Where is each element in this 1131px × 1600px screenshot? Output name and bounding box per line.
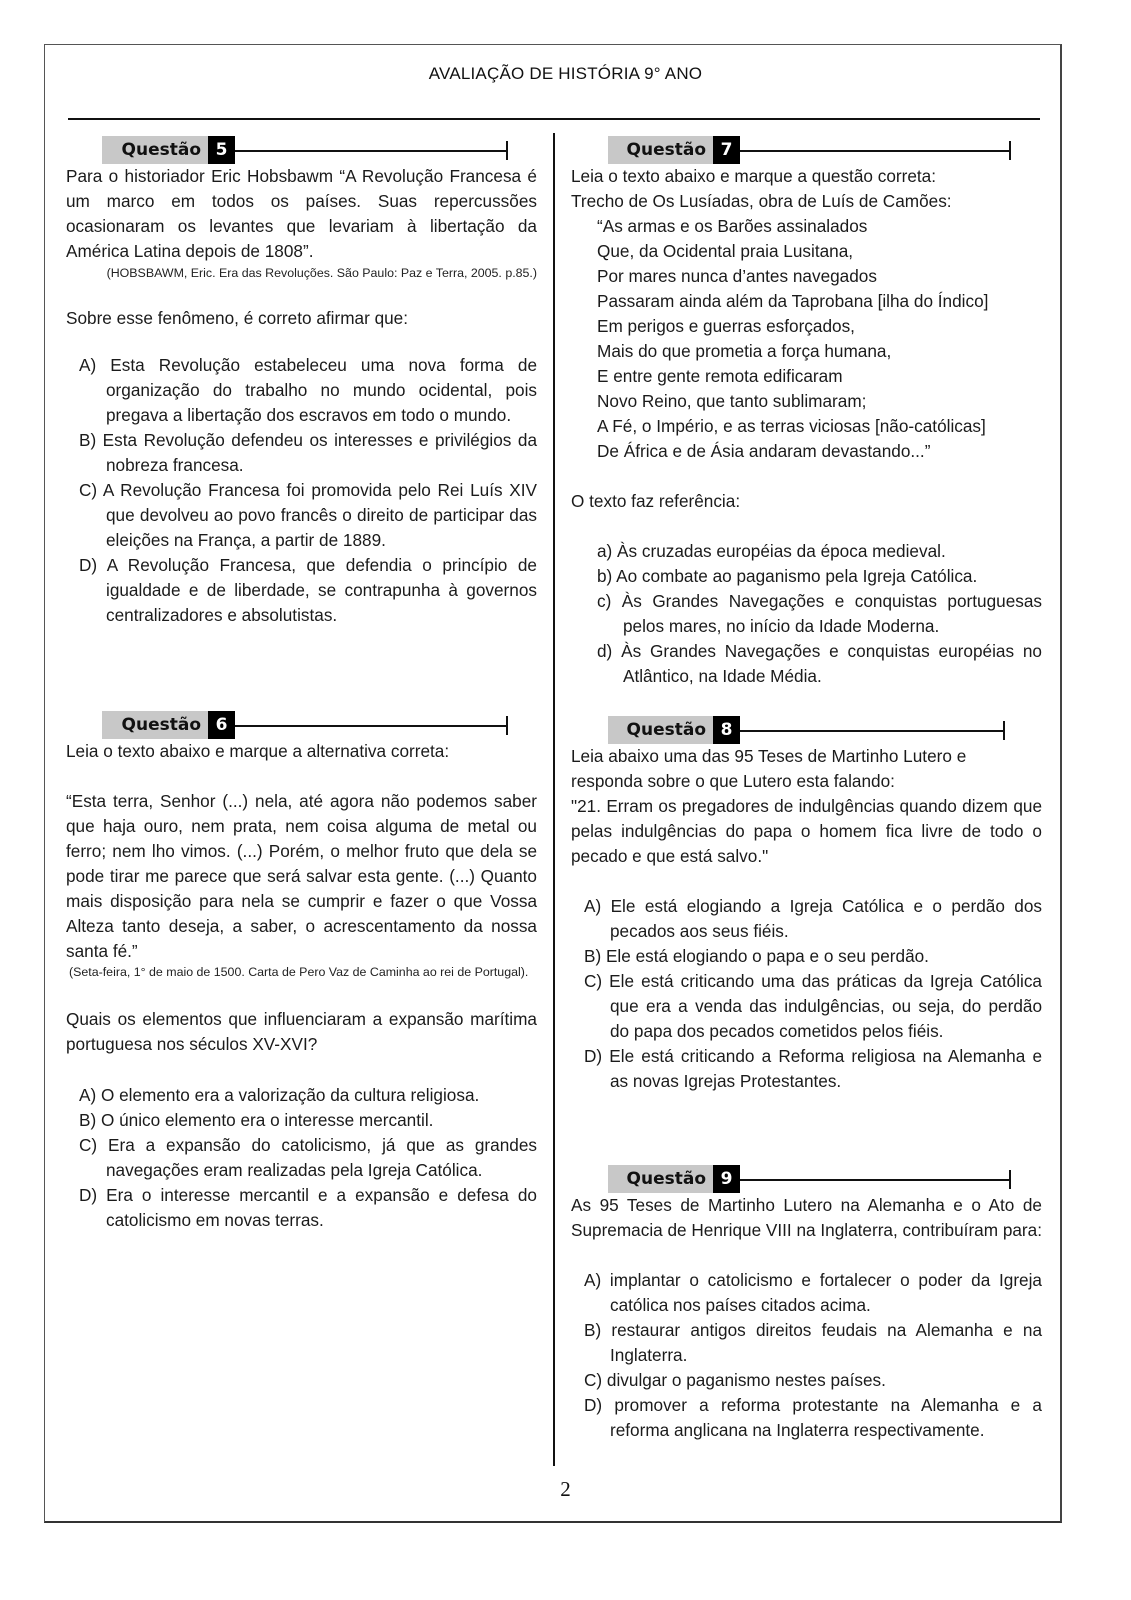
option-d[interactable]: D) promover a reforma protestante na Alemanha e a reforma anglicana na Inglaterra respectivamente. <box>584 1395 1042 1440</box>
verse-line: Por mares nunca d’antes navegados <box>597 266 877 286</box>
column-divider <box>553 133 555 1466</box>
question-prompt: As 95 Teses de Martinho Lutero na Alemanha e o Ato de Supremacia de Henrique VIII na Inglaterra, contribuíram para: <box>571 1195 1042 1240</box>
option-b[interactable]: B) Ele está elogiando o papa e o seu perdão. <box>584 946 929 966</box>
option-b[interactable]: B) O único elemento era o interesse mercantil. <box>79 1110 434 1130</box>
question-header-8 <box>571 716 1042 744</box>
verse-line: A Fé, o Império, e as terras viciosas [não-católicas] <box>597 416 986 436</box>
option-c[interactable]: c) Às Grandes Navegações e conquistas portuguesas pelos mares, no início da Idade Moderna. <box>597 591 1042 636</box>
header-line <box>740 730 1004 732</box>
quote-text: "21. Erram os pregadores de indulgências quando dizem que pelas indulgências do papa o homem fica livre de todo o pecado e que está salvo." <box>571 796 1042 866</box>
verse-line: Mais do que prometia a força humana, <box>597 341 892 361</box>
question-label: Questão <box>102 136 208 164</box>
question-7 <box>571 136 1042 689</box>
question-6 <box>66 711 537 1233</box>
option-a[interactable]: A) Esta Revolução estabeleceu uma nova forma de organização do trabalho no mundo ocidental, pois pregava a libertação dos escravos em todo o mundo. <box>79 355 537 425</box>
question-header-9 <box>571 1165 1042 1193</box>
question-9 <box>571 1165 1042 1443</box>
header-line-end-tick <box>1003 721 1005 740</box>
citation: (HOBSBAWM, Eric. Era das Revoluções. São Paulo: Paz e Terra, 2005. p.85.) <box>106 266 537 280</box>
header-line-end-tick <box>506 141 508 160</box>
page-title: AVALIAÇÃO DE HISTÓRIA 9° ANO <box>428 64 703 83</box>
question-prompt: O texto faz referência: <box>571 491 741 511</box>
question-number-badge: 8 <box>713 716 740 744</box>
citation: (Seta-feira, 1° de maio de 1500. Carta de Pero Vaz de Caminha ao rei de Portugal). <box>69 965 529 979</box>
question-instruction: Leia abaixo uma das 95 Teses de Martinho Lutero e <box>571 746 967 766</box>
question-header-5 <box>66 136 537 164</box>
question-label: Questão <box>608 716 713 744</box>
option-c[interactable]: C) divulgar o paganismo nestes países. <box>584 1370 886 1390</box>
source-text: Trecho de Os Lusíadas, obra de Luís de Camões: <box>571 191 952 211</box>
question-5 <box>66 136 537 628</box>
question-instruction: Leia o texto abaixo e marque a alternativa correta: <box>66 741 450 761</box>
question-label: Questão <box>608 136 713 164</box>
verse-line: E entre gente remota edificaram <box>597 366 843 386</box>
question-number-badge: 9 <box>713 1165 740 1193</box>
page-number: 2 <box>560 1477 571 1501</box>
quote-text: “Esta terra, Senhor (...) nela, até agora não podemos saber que haja ouro, nem prata, nem coisa alguma de metal ou ferro; nem lho vimos. (...) Porém, o melhor fruto que dela se pode tirar me parece que será salvar esta gente. (...) Quanto mais disposição para nela se cumprir e fazer o que Vossa Alteza tanto deseja, a saber, o acrescentamento da nossa santa fé.” <box>66 791 537 961</box>
question-instruction: responda sobre o que Lutero esta falando: <box>571 771 895 791</box>
header-line <box>235 150 507 152</box>
question-number-badge: 6 <box>208 711 235 739</box>
verse-line: De África e de Ásia andaram devastando...” <box>597 441 931 461</box>
option-c[interactable]: C) A Revolução Francesa foi promovida pelo Rei Luís XIV que devolveu ao povo francês o direito de participar das eleições na França, a partir de 1889. <box>79 480 537 550</box>
option-a[interactable]: A) Ele está elogiando a Igreja Católica e o perdão dos pecados aos seus fiéis. <box>584 896 1042 941</box>
option-c[interactable]: C) Ele está criticando uma das práticas da Igreja Católica que era a venda das indulgências, ou seja, do perdão do papa dos pecados cometidos pelos fiéis. <box>584 971 1042 1041</box>
header-line-end-tick <box>1009 1170 1011 1189</box>
option-b[interactable]: B) restaurar antigos direitos feudais na Alemanha e na Inglaterra. <box>584 1320 1042 1365</box>
option-a[interactable]: A) O elemento era a valorização da cultura religiosa. <box>79 1085 480 1105</box>
question-instruction: Leia o texto abaixo e marque a questão correta: <box>571 166 936 186</box>
question-prompt: Sobre esse fenômeno, é correto afirmar que: <box>66 308 409 328</box>
question-header-6 <box>66 711 537 739</box>
question-number-badge: 7 <box>713 136 740 164</box>
option-c[interactable]: C) Era a expansão do catolicismo, já que as grandes navegações eram realizadas pela Igreja Católica. <box>79 1135 537 1180</box>
verse-line: Novo Reino, que tanto sublimaram; <box>597 391 867 411</box>
option-b[interactable]: B) Esta Revolução defendeu os interesses e privilégios da nobreza francesa. <box>79 430 537 475</box>
question-label: Questão <box>608 1165 713 1193</box>
question-8 <box>571 716 1042 1094</box>
question-label: Questão <box>102 711 208 739</box>
question-number-badge: 5 <box>208 136 235 164</box>
option-d[interactable]: D) Era o interesse mercantil e a expansão e defesa do catolicismo em novas terras. <box>79 1185 537 1230</box>
option-b[interactable]: b) Ao combate ao paganismo pela Igreja Católica. <box>597 566 978 586</box>
header-line <box>740 150 1010 152</box>
header-line-end-tick <box>506 716 508 735</box>
option-a[interactable]: A) implantar o catolicismo e fortalecer o poder da Igreja católica nos países citados acima. <box>584 1270 1042 1315</box>
question-header-7 <box>571 136 1042 164</box>
question-prompt: Quais os elementos que influenciaram a expansão marítima portuguesa nos séculos XV-XVI? <box>66 1009 537 1054</box>
header-rule <box>68 118 1040 120</box>
verse-line: “As armas e os Barões assinalados <box>597 216 868 236</box>
header-line <box>235 725 507 727</box>
question-intro: Para o historiador Eric Hobsbawm “A Revolução Francesa é um marco em todos os países. Suas repercussões ocasionaram os levantes que levariam à libertação da América Latina depois de 1808”. <box>66 166 537 261</box>
verse-line: Que, da Ocidental praia Lusitana, <box>597 241 854 261</box>
option-d[interactable]: D) A Revolução Francesa, que defendia o princípio de igualdade e de liberdade, se contrapunha à governos centralizadores e absolutistas. <box>79 555 537 625</box>
verse-line: Em perigos e guerras esforçados, <box>597 316 855 336</box>
option-a[interactable]: a) Às cruzadas européias da época medieval. <box>597 541 946 561</box>
option-d[interactable]: d) Às Grandes Navegações e conquistas européias no Atlântico, na Idade Média. <box>597 641 1042 686</box>
verse-line: Passaram ainda além da Taprobana [ilha do Índico] <box>597 291 989 311</box>
header-line-end-tick <box>1009 141 1011 160</box>
option-d[interactable]: D) Ele está criticando a Reforma religiosa na Alemanha e as novas Igrejas Protestantes. <box>584 1046 1042 1091</box>
header-line <box>740 1179 1010 1181</box>
